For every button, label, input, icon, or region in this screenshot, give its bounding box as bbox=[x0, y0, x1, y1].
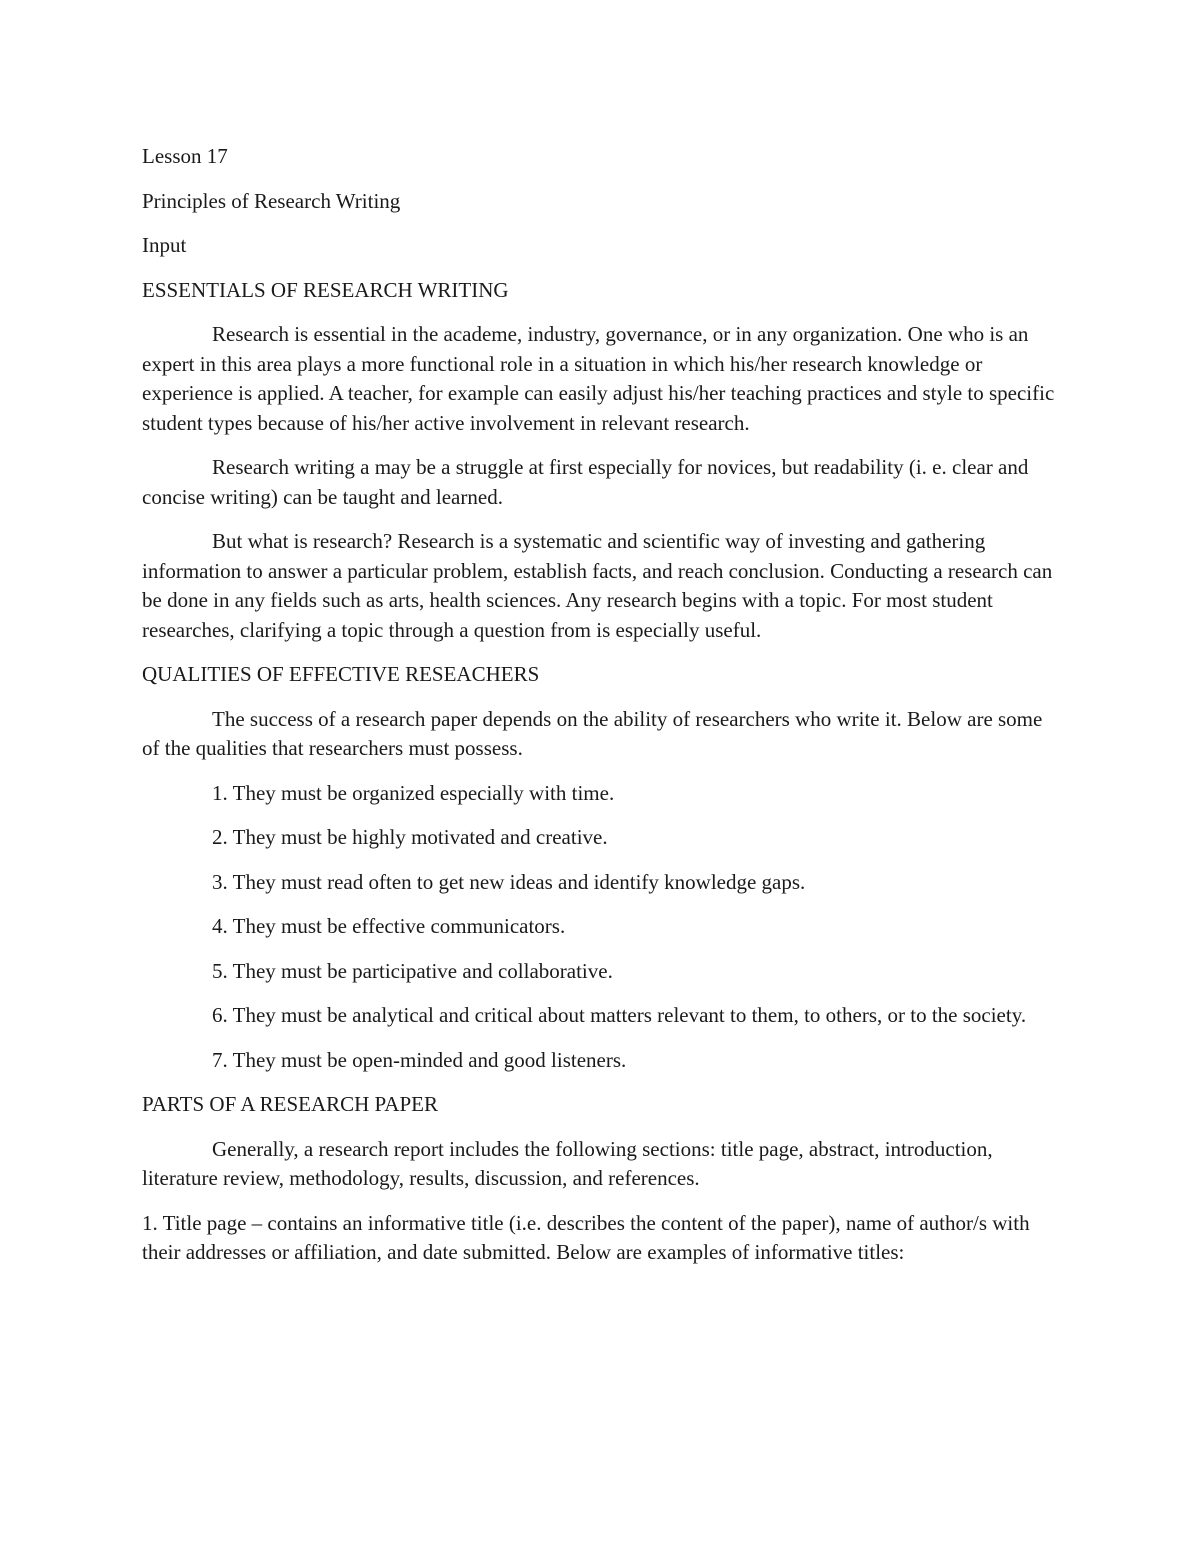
paragraph: The success of a research paper depends on the ability of researchers who write it. Below are some of the qualities that researchers must possess. bbox=[142, 706, 1043, 760]
list-item: 1. They must be organized especially with time. bbox=[212, 780, 615, 805]
list-item: 5. They must be participative and collaborative. bbox=[212, 958, 613, 983]
section-heading-qualities: QUALITIES OF EFFECTIVE RESEACHERS bbox=[142, 662, 540, 686]
lesson-subtitle: Input bbox=[142, 233, 187, 257]
section-heading-parts: PARTS OF A RESEARCH PAPER bbox=[142, 1092, 438, 1116]
list-item: 3. They must read often to get new ideas and identify knowledge gaps. bbox=[212, 869, 806, 894]
paragraph-title-page: 1. Title page – contains an informative title (i.e. describes the content of the paper), name of author/s with their addresses or affiliation, and date submitted. Below are examples of informative titles: bbox=[142, 1210, 1030, 1264]
list-item: 4. They must be effective communicators. bbox=[212, 914, 566, 938]
document-body bbox=[142, 142, 1057, 1283]
section-heading-essentials: ESSENTIALS OF RESEARCH WRITING bbox=[142, 277, 509, 302]
paragraph: Generally, a research report includes the following sections: title page, abstract, introduction, literature review, methodology, results, discussion, and references. bbox=[142, 1136, 993, 1190]
list-item: 6. They must be analytical and critical about matters relevant to them, to others, or to the society. bbox=[212, 1003, 1027, 1027]
list-item: 2. They must be highly motivated and creative. bbox=[212, 825, 608, 849]
lesson-number: Lesson 17 bbox=[142, 144, 228, 168]
list-item: 7. They must be open-minded and good listeners. bbox=[212, 1047, 627, 1072]
lesson-title: Principles of Research Writing bbox=[142, 188, 401, 213]
paragraph: But what is research? Research is a systematic and scientific way of investing and gathering information to answer a particular problem, establish facts, and reach conclusion. Conducting a research can be done in any fields such as arts, health sciences. Any research begins with a topic. For most student researches, clarifying a topic through a question from is especially useful. bbox=[142, 529, 1053, 642]
paragraph: Research is essential in the academe, industry, governance, or in any organization. One who is an expert in this area plays a more functional role in a situation in which his/her research knowledge or experience is applied. A teacher, for example can easily adjust his/her teaching practices and style to specific student types because of his/her active involvement in relevant research. bbox=[142, 322, 1055, 435]
paragraph: Research writing a may be a struggle at first especially for novices, but readability (i. e. clear and concise writing) can be taught and learned. bbox=[142, 455, 1029, 509]
